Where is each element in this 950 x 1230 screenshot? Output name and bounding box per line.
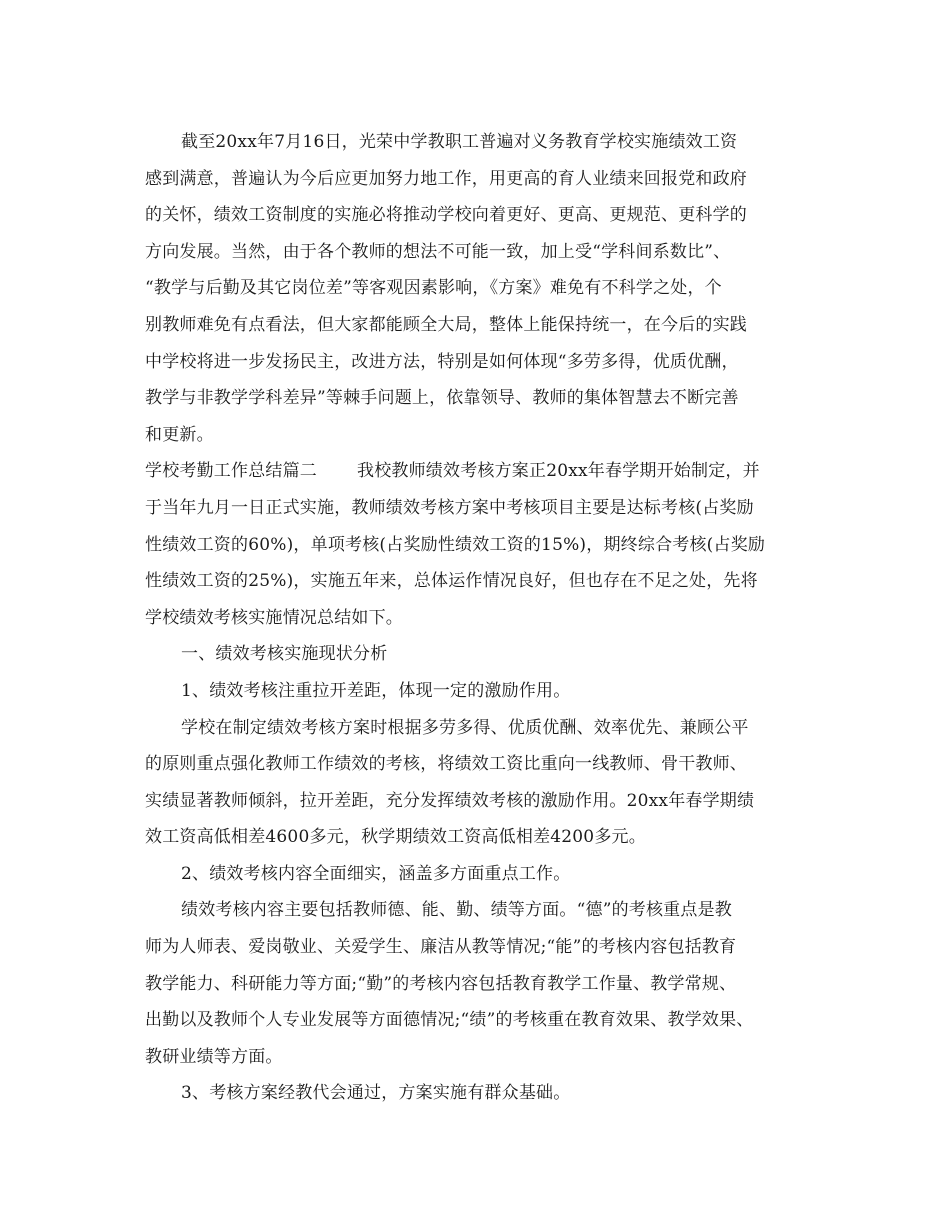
heading-1: 一、绩效考核实施现状分析 [181, 644, 388, 665]
section-title-line [145, 453, 825, 490]
text-line: 截至20xx年7月16日，光荣中学教职工普遍对义务教育学校实施绩效工资 [181, 132, 738, 152]
text-line: 和更新。 [145, 424, 214, 445]
text-line: 的关怀，绩效工资制度的实施必将推动学校向着更好、更高、更规范、更科学的 [145, 205, 747, 226]
subheading-3: 3、考核方案经教代会通过，方案实施有群众基础。 [181, 1083, 571, 1104]
text-line: 绩效考核内容主要包括教师德、能、勤、绩等方面。“德”的考核重点是教 [181, 900, 732, 921]
subheading-2: 2、绩效考核内容全面细实，涵盖多方面重点工作。 [181, 863, 571, 884]
document-page [145, 124, 825, 1112]
text-line: 性绩效工资的60%)，单项考核(占奖励性绩效工资的15%)，期终综合考核(占奖励 [145, 534, 766, 555]
text-line: 我校教师绩效考核方案正20xx年春学期开始制定，并 [357, 461, 760, 482]
text-line: 感到满意，普遍认为今后应更加努力地工作，用更高的育人业绩来回报党和政府 [145, 168, 747, 189]
text-line: 教学能力、科研能力等方面;“勤”的考核内容包括教育教学工作量、教学常规、 [145, 973, 737, 994]
text-line: “教学与后勤及其它岗位差”等客观因素影响，《方案》难免有不科学之处，个 [145, 278, 722, 299]
text-line: 实绩显著教师倾斜，拉开差距，充分发挥绩效考核的激励作用。20xx年春学期绩 [145, 790, 755, 811]
text-line: 效工资高低相差4600多元，秋学期绩效工资高低相差4200多元。 [145, 827, 646, 848]
section-title: 学校考勤工作总结篇二 [145, 461, 317, 482]
text-line: 别教师难免有点看法，但大家都能顾全大局，整体上能保持统一，在今后的实践 [145, 314, 747, 335]
subheading-1: 1、绩效考核注重拉开差距，体现一定的激励作用。 [181, 680, 571, 701]
text-line: 的原则重点强化教师工作绩效的考核，将绩效工资比重向一线教师、骨干教师、 [145, 754, 747, 775]
text-line: 教研业绩等方面。 [145, 1046, 283, 1067]
text-line: 方向发展。当然，由于各个教师的想法不可能一致，加上受“学科间系数比”、 [145, 241, 731, 262]
text-line: 中学校将进一步发扬民主，改进方法，特别是如何体现“多劳多得，优质优酬， [145, 351, 739, 372]
text-line: 出勤以及教师个人专业发展等方面德情况;“绩”的考核重在教育效果、教学效果、 [145, 1010, 754, 1031]
text-line: 师为人师表、爱岗敬业、关爱学生、廉洁从教等情况;“能”的考核内容包括教育 [145, 937, 737, 958]
text-line: 学校绩效考核实施情况总结如下。 [145, 607, 403, 628]
text-line: 性绩效工资的25%)，实施五年来，总体运作情况良好，但也存在不足之处，先将 [145, 571, 758, 592]
text-line: 于当年九月一日正式实施，教师绩效考核方案中考核项目主要是达标考核(占奖励 [145, 497, 754, 518]
text-line: 教学与非教学学科差异”等棘手问题上，依靠领导、教师的集体智慧去不断完善 [145, 388, 739, 409]
text-line: 学校在制定绩效考核方案时根据多劳多得、优质优酬、效率优先、兼顾公平 [181, 717, 749, 738]
